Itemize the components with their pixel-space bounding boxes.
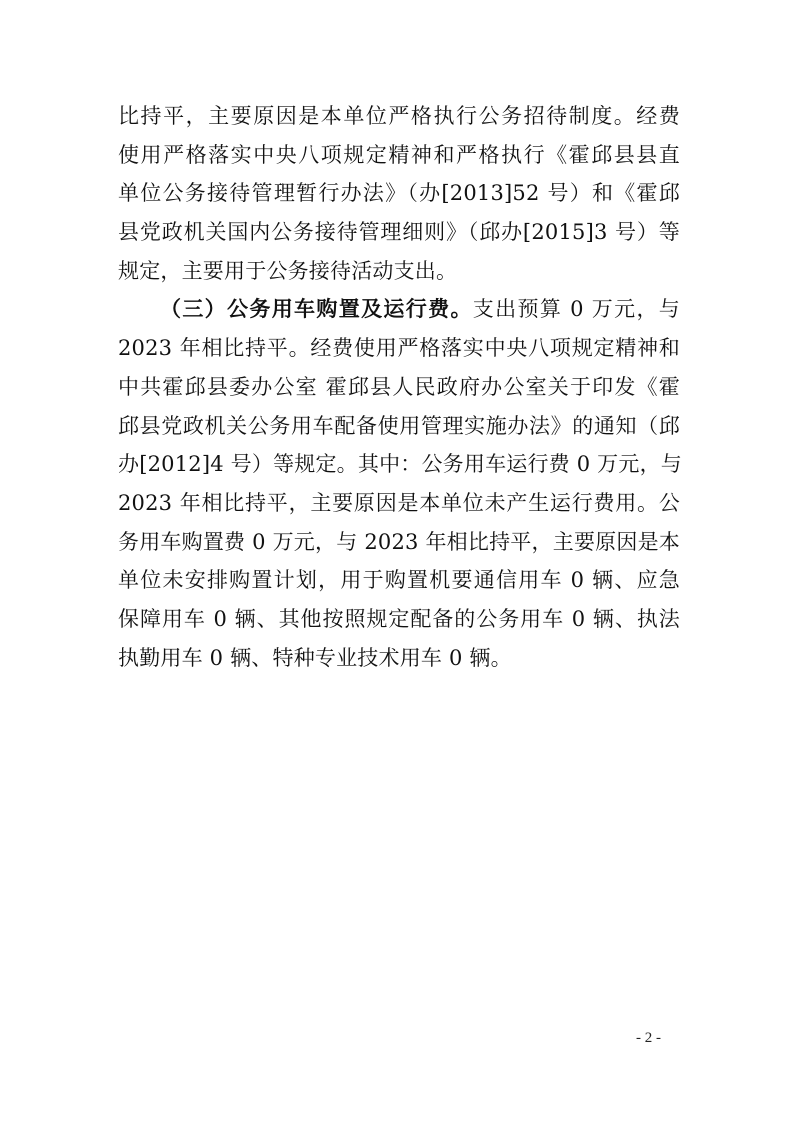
paragraph-hospitality	[118, 97, 680, 290]
heading-continuation: 支出预算 0 万元，与	[472, 297, 680, 322]
text-line: 务用车购置费 0 万元，与 2023 年相比持平，主要原因是本	[118, 529, 680, 554]
text-line: 办[2012]4 号）等规定。其中：公务用车运行费 0 万元，与	[118, 452, 682, 477]
section-heading: （三）公务用车购置及运行费。	[160, 296, 473, 322]
text-line: 比持平，主要原因是本单位严格执行公务招待制度。经费	[118, 104, 680, 128]
text-line: 邱县党政机关公务用车配备使用管理实施办法》的通知（邱	[118, 413, 680, 438]
text-line: 使用严格落实中央八项规定精神和严格执行《霍邱县县直	[118, 142, 680, 167]
text-line: 单位未安排购置计划，用于购置机要通信用车 0 辆、应急	[118, 568, 680, 593]
text-line: 保障用车 0 辆、其他按照规定配备的公务用车 0 辆、执法	[118, 606, 680, 631]
text-line: 规定，主要用于公务接待活动支出。	[118, 258, 458, 283]
paragraph-first-line	[118, 290, 680, 329]
body-text	[118, 97, 680, 677]
page-number: - 2 -	[636, 1030, 661, 1046]
text-line: 单位公务接待管理暂行办法》（办[2013]52 号）和《霍邱	[118, 181, 680, 206]
text-line: 中共霍邱县委办公室 霍邱县人民政府办公室关于印发《霍	[118, 374, 680, 399]
text-line: 县党政机关国内公务接待管理细则》（邱办[2015]3 号）等	[118, 220, 680, 245]
text-line: 执勤用车 0 辆、特种专业技术用车 0 辆。	[118, 645, 512, 670]
text-line: 2023 年相比持平，主要原因是本单位未产生运行费用。公	[118, 490, 680, 515]
paragraph-vehicle-costs	[118, 290, 680, 677]
text-line: 2023 年相比持平。经费使用严格落实中央八项规定精神和	[118, 336, 680, 361]
